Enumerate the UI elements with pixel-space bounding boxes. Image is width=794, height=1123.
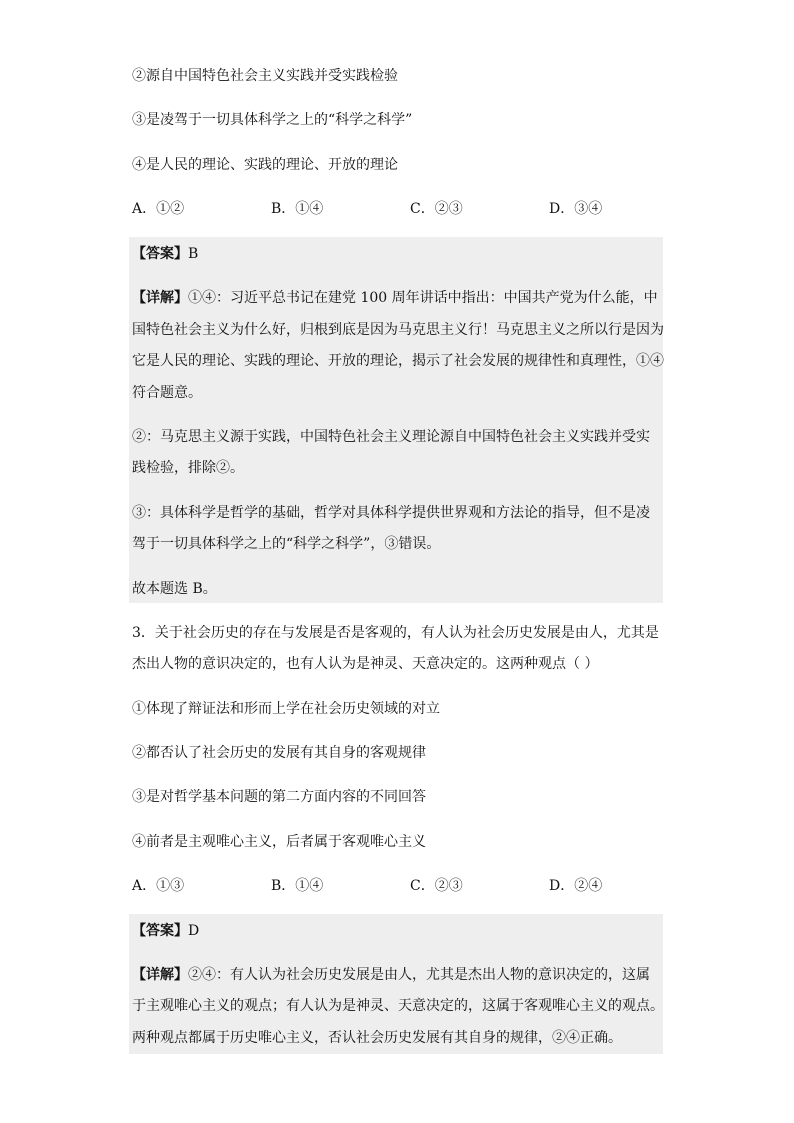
q2-choice-b: B．①④ (271, 201, 324, 217)
detail-label: 【详解】 (132, 290, 188, 306)
q2-option-2: ②源自中国特色社会主义实践并受实践检验 (132, 68, 398, 84)
q3-answer (132, 921, 199, 941)
q3-choice-b: B．①④ (271, 878, 324, 894)
q3-option-1: ①体现了辩证法和形而上学在社会历史领域的对立 (132, 701, 440, 717)
q2-choice-d: D．③④ (549, 201, 603, 217)
q2-choice-a: A．①② (132, 201, 185, 217)
q2-detail-line: ③：具体科学是哲学的基础，哲学对具体科学提供世界观和方法论的指导，但不是凌 (132, 505, 650, 521)
q2-option-3: ③是凌驾于一切具体科学之上的“科学之科学” (132, 112, 413, 128)
answer-label: 【答案】 (132, 923, 188, 939)
q3-stem: 3．关于社会历史的存在与发展是否是客观的，有人认为社会历史发展是由人，尤其是 (132, 625, 659, 641)
answer-label: 【答案】 (132, 246, 188, 262)
q3-option-3: ③是对哲学基本问题的第二方面内容的不同回答 (132, 789, 426, 805)
q3-option-2: ②都否认了社会历史的发展有其自身的客观规律 (132, 745, 426, 761)
q2-detail-line: 它是人民的理论、实践的理论、开放的理论，揭示了社会发展的规律性和真理性，①④ (132, 353, 664, 369)
detail-label: 【详解】 (132, 967, 188, 983)
q3-choice-c: C．②③ (410, 878, 463, 894)
q3-detail-line: 两种观点都属于历史唯心主义，否认社会历史发展有其自身的规律，②④正确。 (132, 1030, 622, 1046)
answer-value: D (188, 923, 200, 939)
answer-value: B (188, 246, 199, 262)
q2-detail-line: 符合题意。 (132, 385, 202, 401)
q3-option-4: ④前者是主观唯心主义，后者属于客观唯心主义 (132, 834, 426, 850)
q2-detail-line: 国特色社会主义为什么好，归根到底是因为马克思主义行！马克思主义之所以行是因为 (132, 322, 664, 338)
q2-conclusion: 故本题选 B。 (132, 581, 217, 597)
q3-detail-line (132, 965, 650, 985)
detail-text: ②④：有人认为社会历史发展是由人，尤其是杰出人物的意识决定的，这属 (188, 967, 650, 983)
q3-choice-a: A．①③ (132, 878, 185, 894)
q2-choice-c: C．②③ (410, 201, 463, 217)
q2-detail-line: ②：马克思主义源于实践，中国特色社会主义理论源自中国特色社会主义实践并受实 (132, 429, 650, 445)
q3-detail-line: 于主观唯心主义的观点；有人认为是神灵、天意决定的，这属于客观唯心主义的观点。 (132, 998, 664, 1014)
q2-detail-line (132, 288, 658, 308)
q3-choice-d: D．②④ (549, 878, 603, 894)
q2-answer (132, 244, 198, 264)
q2-option-4: ④是人民的理论、实践的理论、开放的理论 (132, 157, 398, 173)
q2-detail-line: 践检验，排除②。 (132, 460, 244, 476)
q3-stem: 杰出人物的意识决定的，也有人认为是神灵、天意决定的。这两种观点（ ） (132, 656, 599, 672)
q2-detail-line: 驾于一切具体科学之上的“科学之科学”，③错误。 (132, 536, 441, 552)
detail-text: ①④：习近平总书记在建党 100 周年讲话中指出：中国共产党为什么能，中 (188, 290, 658, 306)
